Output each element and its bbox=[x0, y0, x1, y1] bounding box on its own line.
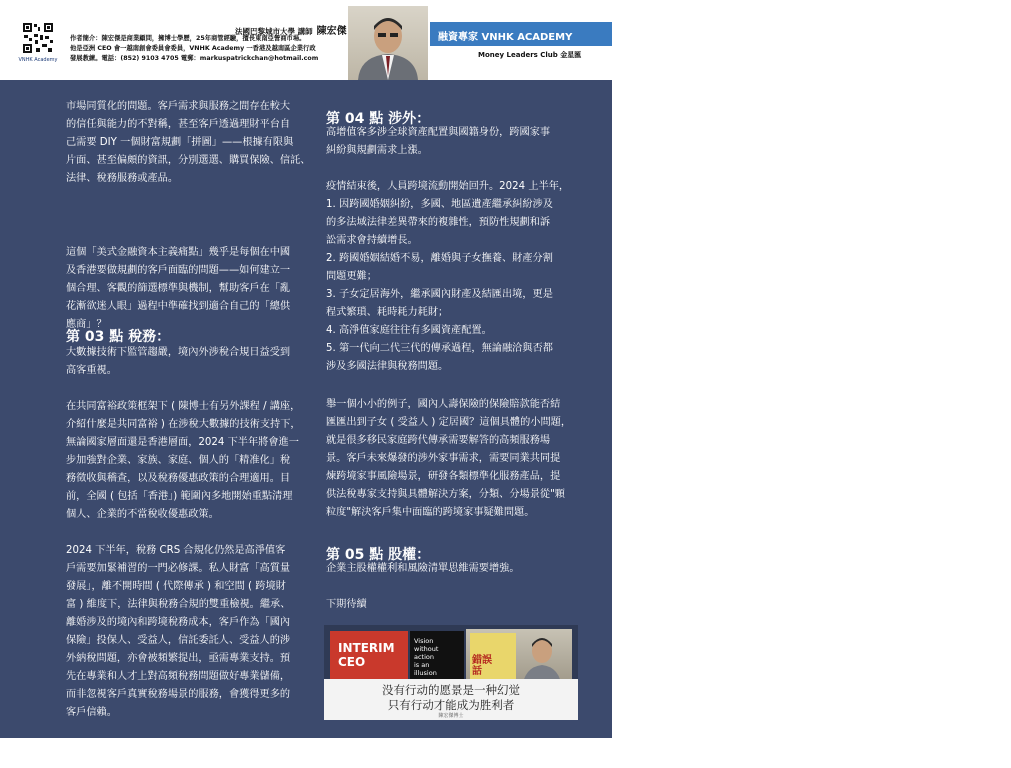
text-line: 發展」，離不開時間 ( 代際傳承 ) 和空間 ( 跨境財 bbox=[66, 581, 286, 592]
text-line: 富 ) 維度下，法律與稅務合規的雙重檢視。繼承、 bbox=[66, 599, 291, 610]
qr-label: VNHK Academy bbox=[18, 57, 58, 63]
text-line: 務徵收與稽查，以及稅務優惠政策的合理適用。目 bbox=[66, 473, 291, 484]
book-title-line: INTERIM bbox=[338, 641, 395, 655]
page-footer bbox=[0, 738, 612, 768]
book-title-line: CEO bbox=[338, 655, 366, 669]
text-line: 景。客戶未來爆發的涉外家事需求，需要同業共同提 bbox=[326, 453, 561, 464]
text-line: 涉及多國法律與稅務問題。 bbox=[326, 361, 449, 372]
text-line: 的多法域法律差異帶來的複雜性，預防性規劃和訴 bbox=[326, 217, 551, 228]
text-line: 2024 下半年，稅務 CRS 合規化仍然是高淨值客 bbox=[66, 545, 286, 556]
text-line: 4. 高淨值家庭往往有多國資產配置。 bbox=[326, 325, 492, 336]
paragraph bbox=[326, 124, 578, 160]
text-line: 個合理、客觀的篩選標準與機制，幫助客戶在「亂 bbox=[66, 283, 291, 294]
section-heading-05: 第 05 點 股權： bbox=[326, 547, 431, 563]
author-bio bbox=[70, 34, 350, 64]
text-line: 離婚涉及的境內和跨境稅務成本，客戶作為「國內 bbox=[66, 617, 291, 628]
text-line: 程式繁瑣、耗時耗力耗財； bbox=[326, 307, 449, 318]
paragraph bbox=[326, 396, 578, 522]
paragraph bbox=[326, 560, 578, 578]
bio-line: 作者簡介：陳宏傑是商業顧問，擁博士學歷，25年商管經驗，擅長東南亞營商市場。 bbox=[70, 35, 306, 42]
text-line: 2. 跨國婚姻結婚不易，離婚與子女撫養、財產分割 bbox=[326, 253, 553, 264]
paragraph bbox=[66, 398, 318, 524]
section-heading-03: 第 03 點 稅務： bbox=[66, 329, 171, 345]
text-line: 花漸欲迷人眼」過程中準確找到適合自己的「總供 bbox=[66, 301, 291, 312]
text-line: 企業主股權權利和風險清單思維需要增強。 bbox=[326, 563, 520, 574]
paragraph bbox=[66, 542, 318, 722]
text-line: 就是很多移民家庭跨代傳承需要解答的高頻服務場 bbox=[326, 435, 551, 446]
page-header bbox=[0, 0, 1011, 80]
poster-text bbox=[472, 655, 492, 677]
paragraph bbox=[326, 178, 578, 376]
brand-bar bbox=[430, 22, 1011, 47]
text-line: 糾紛與規劃需求上漲。 bbox=[326, 145, 428, 156]
text-line: 介紹什麼是共同富裕 ) 在涉稅大數據的技術支持下， bbox=[66, 419, 301, 430]
text-line: 及香港要做規劃的客戶面臨的問題——如何建立一 bbox=[66, 265, 291, 276]
text-line: 1. 因跨國婚姻糾紛，多國、地區遺產繼承糾紛涉及 bbox=[326, 199, 553, 210]
text-line: 匯匯出到子女 ( 受益人 ) 定居國？這個具體的小問題， bbox=[326, 417, 572, 428]
text-line: 個人、企業的不當稅收優惠政策。 bbox=[66, 509, 219, 520]
text-line: 5. 第一代向二代三代的傳承過程，無論融洽與否都 bbox=[326, 343, 553, 354]
text-line: 訟需求會持續增長。 bbox=[326, 235, 418, 246]
bio-line: 他是亞洲 CEO 會一越南創會委員會委員，VNHK Academy 一香港及越南區企業行政 bbox=[70, 45, 316, 52]
text-line: 市場同質化的問題。客戶需求與服務之間存在較大 bbox=[66, 101, 291, 112]
book-title bbox=[338, 641, 395, 669]
text-line: 煉跨境家事風險場景，研發各類標準化服務產品，提 bbox=[326, 471, 561, 482]
to-be-continued bbox=[326, 596, 578, 614]
quote-line: action bbox=[414, 653, 435, 661]
text-line: 而非忽視客戶真實稅務場景的服務，會獲得更多的 bbox=[66, 689, 291, 700]
poster bbox=[470, 633, 516, 685]
text-line: 客戶信賴。 bbox=[66, 707, 117, 718]
text-line: 下期待續 bbox=[326, 599, 367, 610]
quote-line: without bbox=[414, 645, 439, 653]
text-line: 高增值客多涉全球資產配置與國籍身份，跨國家事 bbox=[326, 127, 551, 138]
text-line: 問題更難； bbox=[326, 271, 377, 282]
promo-image[interactable] bbox=[324, 625, 578, 720]
author-portrait bbox=[348, 6, 428, 80]
page-number: 13 bbox=[986, 23, 1011, 47]
text-line: 步加強對企業、家族、家庭、個人的「精准化」稅 bbox=[66, 455, 291, 466]
brand-name: 融資專家 VNHK ACADEMY bbox=[438, 32, 573, 43]
text-line: 應商」？ bbox=[66, 319, 107, 330]
quote-line: is an bbox=[414, 661, 430, 669]
poster-line: 話 bbox=[472, 666, 482, 677]
text-line: 舉一個小小的例子，國內人壽保險的保險賠款能否結 bbox=[326, 399, 561, 410]
text-line: 戶需要加緊補習的一門必修課。私人財富「高質量 bbox=[66, 563, 291, 574]
text-line: 無論國家層面還是香港層面，2024 下半年將會進一 bbox=[66, 437, 299, 448]
bio-line: 發展教練。電話：(852) 9103 4705 電郵：markuspatrickchan@hotmail.com bbox=[70, 55, 319, 62]
portrait-figure-icon bbox=[348, 6, 428, 80]
text-line: 疫情結束後，人員跨境流動開始回升。2024 上半年， bbox=[326, 181, 570, 192]
paragraph bbox=[66, 98, 318, 188]
author-name: 陳宏傑 bbox=[316, 26, 347, 37]
text-line: 3. 子女定居海外，繼承國內財產及結匯出境，更是 bbox=[326, 289, 553, 300]
text-line: 大數據技術下監管趨嚴，境內外涉稅合規日益受到 bbox=[66, 347, 291, 358]
paragraph bbox=[66, 344, 318, 380]
text-line: 己需要 DIY 一個財富規劃「拼圖」——根據有限與 bbox=[66, 137, 294, 148]
quote-line: illusion bbox=[414, 669, 437, 677]
poster-line: 錯誤 bbox=[472, 655, 492, 666]
signature: 陳宏傑博士 bbox=[438, 713, 464, 719]
paragraph bbox=[66, 244, 318, 334]
text-line: 法律、稅務服務或產品。 bbox=[66, 173, 179, 184]
slogan-line-2: 只有行动才能成为胜利者 bbox=[387, 698, 515, 712]
text-line: 高客重視。 bbox=[66, 365, 117, 376]
author-title: 法國巴黎城市大學 講師 bbox=[235, 27, 313, 36]
qr-code-icon[interactable] bbox=[22, 22, 54, 54]
text-line: 這個「美式金融資本主義痛點」幾乎是每個在中國 bbox=[66, 247, 291, 258]
vision-quote bbox=[414, 637, 438, 677]
club-name: Money Leaders Club 金星匯 bbox=[478, 51, 582, 59]
text-line: 粒度"解決客戶集中面臨的跨境家事疑難問題。 bbox=[326, 507, 535, 518]
slogan-line-1: 没有行动的愿景是一种幻觉 bbox=[382, 683, 520, 697]
text-line: 的信任與能力的不對稱，甚至客戶透過理財平台自 bbox=[66, 119, 291, 130]
text-line: 在共同富裕政策框架下 ( 陳博士有另外課程 / 講座， bbox=[66, 401, 301, 412]
text-line: 片面、甚至偏頗的資訊，分別選選、購買保險、信託、 bbox=[66, 155, 311, 166]
text-line: 供法稅專家支持與具體解決方案，分類、分場景從"顆 bbox=[326, 489, 565, 500]
quote-line: Vision bbox=[414, 637, 434, 645]
section-heading-04: 第 04 點 涉外： bbox=[326, 111, 431, 127]
text-line: 保險」投保人、受益人，信託委託人、受益人的涉 bbox=[66, 635, 291, 646]
text-line: 前，全國 ( 包括「香港」) 範圍內多地開始重點清理 bbox=[66, 491, 293, 502]
text-line: 先在專業和人才上對高頻稅務問題做好專業儲備， bbox=[66, 671, 291, 682]
text-line: 外納稅問題，亦會被頻繁提出，亟需專業支持。預 bbox=[66, 653, 291, 664]
